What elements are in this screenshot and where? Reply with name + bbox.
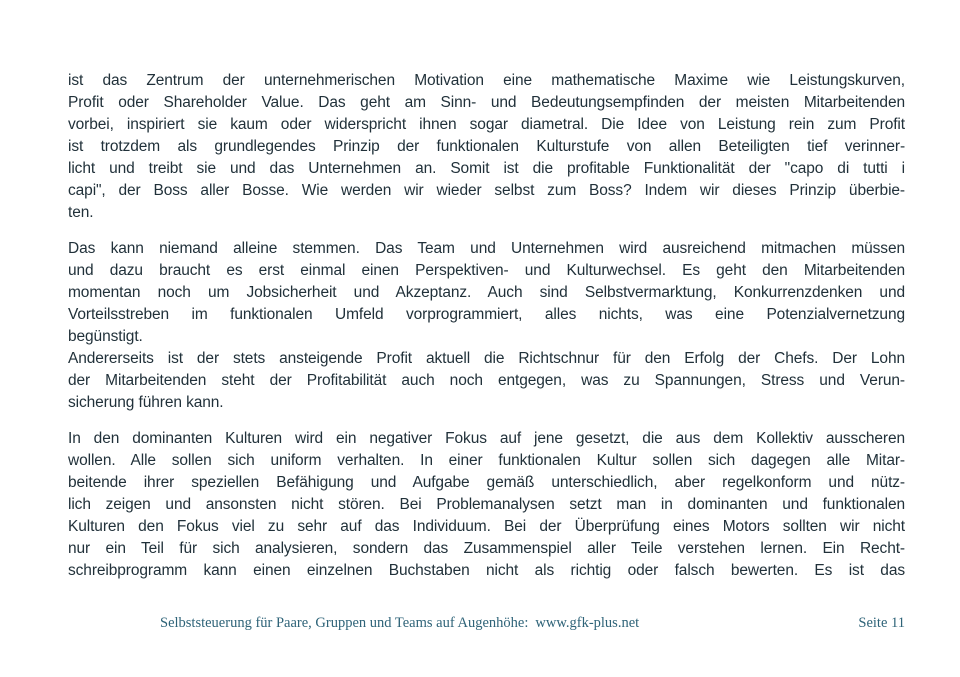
paragraph [68, 428, 905, 582]
text-line: ist trotzdem als grundlegendes Prinzip der funktionalen Kulturstufe von allen Beteiligten tief verinner- [68, 138, 905, 155]
text-line: ist das Zentrum der unternehmerischen Motivation eine mathematische Maxime wie Leistungskurven, [68, 72, 905, 89]
text-line: momentan noch um Jobsicherheit und Akzeptanz. Auch sind Selbstvermarktung, Konkurrenzdenken und [68, 284, 905, 301]
text-line: ten. [68, 204, 94, 221]
text-line: Profit oder Shareholder Value. Das geht am Sinn- und Bedeutungsempfinden der meisten Mitarbeitenden [68, 94, 905, 111]
text-line: capi", der Boss aller Bosse. Wie werden wir wieder selbst zum Boss? Indem wir dieses Prinzip überbie- [68, 182, 905, 199]
page-number: Seite 11 [858, 615, 905, 631]
footer-title: Selbststeuerung für Paare, Gruppen und Teams auf Augenhöhe: [160, 615, 529, 631]
paragraph [68, 70, 905, 224]
text-line: licht und treibt sie und das Unternehmen an. Somit ist die profitable Funktionalität der "capo di tutti i [68, 160, 905, 177]
footer-left [160, 614, 639, 633]
text-line: der Mitarbeitenden steht der Profitabilität auch noch entgegen, was zu Spannungen, Stress und Verun- [68, 372, 905, 389]
text-line: schreibprogramm kann einen einzelnen Buchstaben nicht als richtig oder falsch bewerten. Es ist das [68, 562, 905, 579]
page-text [68, 70, 905, 596]
text-line: Kulturen den Fokus viel zu sehr auf das Individuum. Bei der Überprüfung eines Motors sollten wir nicht [68, 518, 905, 535]
text-line: Vorteilsstreben im funktionalen Umfeld vorprogrammiert, alles nichts, was eine Potenzialvernetzung [68, 306, 905, 323]
text-line: In den dominanten Kulturen wird ein negativer Fokus auf jene gesetzt, die aus dem Kollektiv ausscheren [68, 430, 905, 447]
text-line: wollen. Alle sollen sich uniform verhalten. In einer funktionalen Kultur sollen sich dagegen alle Mitar- [68, 452, 905, 469]
text-line: beitende ihrer speziellen Befähigung und Aufgabe gemäß unterschiedlich, aber regelkonform und nütz- [68, 474, 905, 491]
text-line: Das kann niemand alleine stemmen. Das Team und Unternehmen wird ausreichend mitmachen müssen [68, 240, 905, 257]
text-line: begünstigt. [68, 328, 143, 345]
footer-url-link[interactable]: www.gfk-plus.net [535, 615, 640, 631]
text-line: Andererseits ist der stets ansteigende Profit aktuell die Richtschnur für den Erfolg der Chefs. Der Lohn [68, 350, 905, 367]
text-line: vorbei, inspiriert sie kaum oder widerspricht ihnen sogar diametral. Die Idee von Leistung rein zum Profit [68, 116, 905, 133]
text-line: nur ein Teil für sich analysieren, sondern das Zusammenspiel aller Teile verstehen lernen. Ein Recht- [68, 540, 905, 557]
paragraph [68, 238, 905, 414]
text-line: und dazu braucht es erst einmal einen Perspektiven- und Kulturwechsel. Es geht den Mitarbeitenden [68, 262, 905, 279]
page-footer [68, 614, 905, 633]
text-line: lich zeigen und ansonsten nicht stören. Bei Problemanalysen setzt man in dominanten und funktionalen [68, 496, 905, 513]
text-line: sicherung führen kann. [68, 394, 224, 411]
